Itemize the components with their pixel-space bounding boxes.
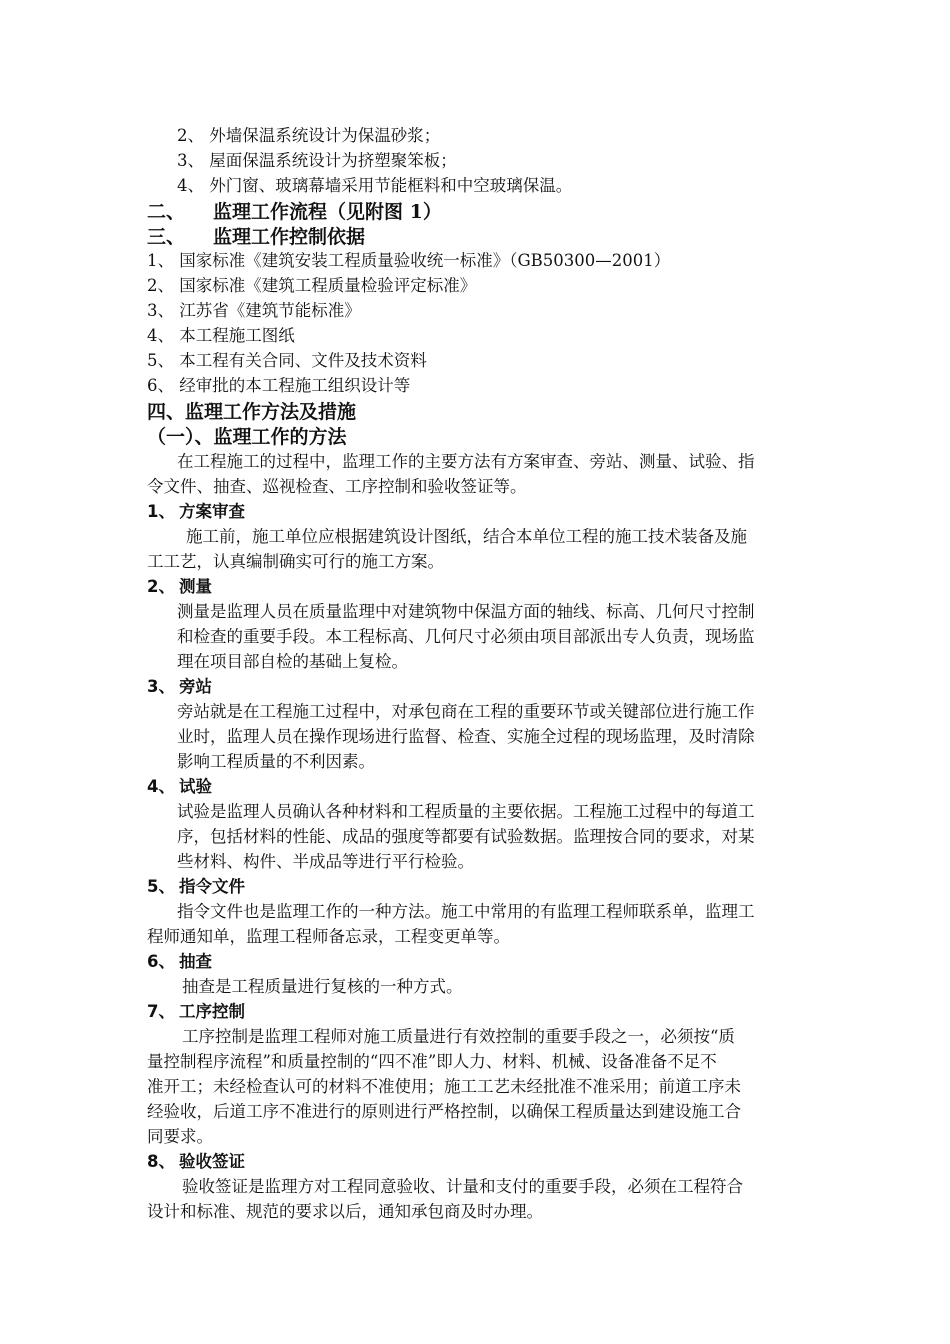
paragraph-line: 测量是监理人员在质量监理中对建筑物中保温方面的轴线、标高、几何尺寸控制 <box>177 602 755 621</box>
method-heading <box>147 575 212 599</box>
method-number: 2、 <box>147 577 175 596</box>
paragraph-line: 施工前，施工单位应根据建筑设计图纸，结合本单位工程的施工技术装备及施 <box>186 527 747 546</box>
paragraph-line: 和检查的重要手段。本工程标高、几何尺寸必须由项目部派出专人负责，现场监 <box>177 627 755 646</box>
section-title: 监理工作控制依据 <box>213 226 366 248</box>
paragraph-line: 旁站就是在工程施工过程中，对承包商在工程的重要环节或关键部位进行施工作 <box>177 702 755 721</box>
method-number: 1、 <box>147 502 175 521</box>
method-heading <box>147 775 212 799</box>
paragraph-line: 同要求。 <box>147 1127 213 1146</box>
method-heading <box>147 1150 245 1174</box>
method-title: 测量 <box>179 577 212 596</box>
paragraph-line: 工序控制是监理工程师对施工质量进行有效控制的重要手段之一，必须按“质 <box>182 1027 735 1046</box>
basis-item: 4、 本工程施工图纸 <box>147 326 295 345</box>
section-number: 三、 <box>147 226 186 248</box>
paragraph-line: 量控制程序流程”和质量控制的“四不准”即人力、材料、机械、设备准备不足不 <box>147 1052 717 1071</box>
paragraph-line: 设计和标准、规范的要求以后，通知承包商及时办理。 <box>147 1202 543 1221</box>
paragraph-line: 序，包括材料的性能、成品的强度等都要有试验数据。监理按合同的要求，对某 <box>177 827 755 846</box>
paragraph-line: 工工艺，认真编制确实可行的施工方案。 <box>147 552 444 571</box>
subsection-heading: （一）、监理工作的方法 <box>147 426 347 448</box>
paragraph-line: 业时，监理人员在操作现场进行监督、检查、实施全过程的现场监理，及时清除 <box>177 727 755 746</box>
section-heading-2 <box>147 199 442 225</box>
method-title: 旁站 <box>179 677 212 696</box>
method-title: 抽查 <box>179 952 212 971</box>
section-heading-4: 四、监理工作方法及措施 <box>147 401 357 423</box>
paragraph-line: 经验收，后道工序不准进行的原则进行严格控制，以确保工程质量达到建设施工合 <box>147 1102 741 1121</box>
basis-item: 1、 国家标准《建筑安装工程质量验收统一标准》（GB50300—2001） <box>147 251 671 270</box>
method-title: 试验 <box>179 777 212 796</box>
section-title: 监理工作流程（见附图 1） <box>213 201 442 223</box>
method-heading <box>147 875 245 899</box>
intro-item: 3、 屋面保温系统设计为挤塑聚笨板； <box>177 151 457 170</box>
paragraph-line: 准开工；未经检查认可的材料不准使用；施工工艺未经批准不准采用；前道工序未 <box>147 1077 741 1096</box>
method-number: 3、 <box>147 677 175 696</box>
basis-item: 6、 经审批的本工程施工组织设计等 <box>147 376 411 395</box>
paragraph-line: 指令文件也是监理工作的一种方法。施工中常用的有监理工程师联系单，监理工 <box>177 902 755 921</box>
method-title: 验收签证 <box>179 1152 245 1171</box>
paragraph-line: 理在项目部自检的基础上复检。 <box>177 652 408 671</box>
intro-item: 4、 外门窗、玻璃幕墙采用节能框料和中空玻璃保温。 <box>177 176 573 195</box>
paragraph-line: 抽查是工程质量进行复核的一种方式。 <box>182 977 463 996</box>
basis-item: 5、 本工程有关合同、文件及技术资料 <box>147 351 427 370</box>
paragraph-line: 程师通知单，监理工程师备忘录，工程变更单等。 <box>147 927 510 946</box>
method-heading <box>147 675 212 699</box>
basis-item: 2、 国家标准《建筑工程质量检验评定标准》 <box>147 276 477 295</box>
method-number: 8、 <box>147 1152 175 1171</box>
method-number: 6、 <box>147 952 175 971</box>
method-title: 指令文件 <box>179 877 245 896</box>
method-heading <box>147 1000 245 1024</box>
intro-item: 2、 外墙保温系统设计为保温砂浆； <box>177 126 441 145</box>
method-title: 工序控制 <box>179 1002 245 1021</box>
method-title: 方案审查 <box>179 502 245 521</box>
method-number: 4、 <box>147 777 175 796</box>
paragraph-line: 在工程施工的过程中，监理工作的主要方法有方案审查、旁站、测量、试验、指 <box>177 452 755 471</box>
paragraph-line: 令文件、抽查、巡视检查、工序控制和验收签证等。 <box>147 477 527 496</box>
section-heading-3 <box>147 224 365 250</box>
section-number: 二、 <box>147 201 186 223</box>
basis-item: 3、 江苏省《建筑节能标准》 <box>147 301 361 320</box>
paragraph-line: 些材料、构件、半成品等进行平行检验。 <box>177 852 474 871</box>
paragraph-line: 影响工程质量的不利因素。 <box>177 752 375 771</box>
paragraph-line: 试验是监理人员确认各种材料和工程质量的主要依据。工程施工过程中的每道工 <box>177 802 755 821</box>
method-number: 5、 <box>147 877 175 896</box>
method-heading <box>147 500 245 524</box>
method-heading <box>147 950 212 974</box>
paragraph-line: 验收签证是监理方对工程同意验收、计量和支付的重要手段，必须在工程符合 <box>182 1177 743 1196</box>
method-number: 7、 <box>147 1002 175 1021</box>
